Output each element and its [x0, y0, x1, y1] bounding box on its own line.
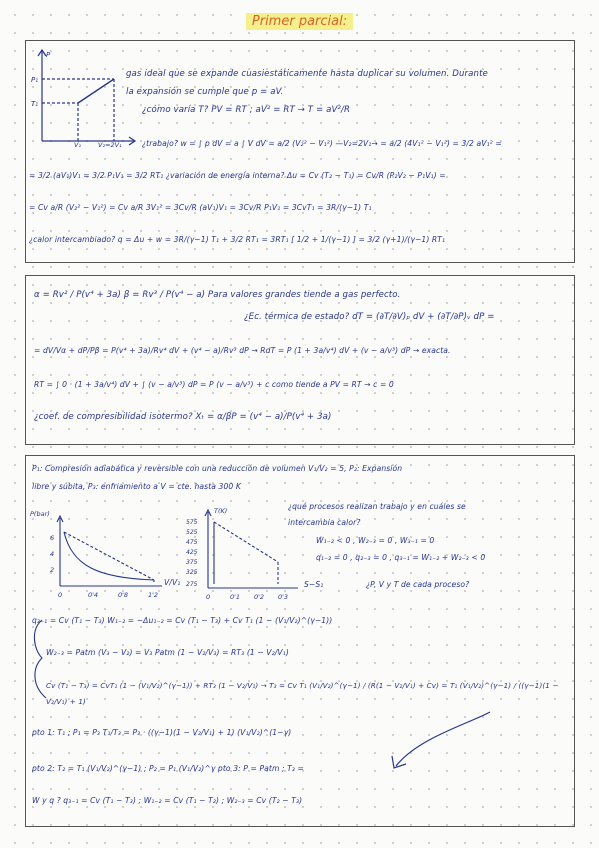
c2-xtick-0: 0 [206, 593, 211, 601]
pv-diagram [30, 47, 138, 147]
pv-label-p1: P₁ [31, 76, 39, 84]
c1-xtick-2: 0'8 [118, 591, 129, 599]
p2-line-3: = dV/Vα + dP/Pβ = P(v⁴ + 3a)/Rv⁴ dV + (v⁴ − a)/Rv³ dP → RdT = P (1 + 3a/v⁴) dV + (v − a/v³) dP → exacta. [34, 346, 451, 355]
p1-line-6: = Cv a/R (V₂² − V₁²) = Cv a/R 3V₁² = 3Cv/R (aV₁)V₁ = 3Cv/R P₁V₁ = 3CvT₁ = 3R/(γ−1) T₁ [29, 203, 372, 212]
p3-intro-2: libre y súbita, P₃: enfriamiento a V = cte. hasta 300 K [32, 482, 241, 491]
p1-line-1: gas ideal que se expande cuasiestáticamente hasta duplicar su volumen. Durante [126, 69, 488, 79]
p3-eq-4: pto 1: T₁ ; P₁ = P₃ T₁/T₃ = P₃ · ((γ−1)(1 − V₂/V₁) + 1) (V₁/V₂)^(1−γ) [32, 728, 292, 737]
title-highlight: Primer parcial: [246, 13, 353, 30]
c1-ytick-6: 6 [50, 534, 55, 542]
c1-xtick-1: 0'4 [88, 591, 99, 599]
c2-ytick-275: 275 [186, 581, 198, 588]
pv-label-y: P [46, 51, 51, 59]
c2-ytick-425: 425 [186, 549, 198, 556]
problem-2-panel [25, 275, 575, 445]
c2-ytick-525: 525 [186, 529, 198, 536]
p1-line-7: ¿calor intercambiado? q = Δu + w = 3R/(γ−1) T₁ + 3/2 RT₁ = 3RT₁ [ 1/2 + 1/(γ−1) ] = 3/2 (γ+1)/(γ−1) RT₁ [29, 235, 446, 244]
pv-process-line [78, 79, 114, 103]
brace-arrow [28, 606, 68, 716]
p2-line-5: ¿coef. de compresibilidad isotermo? Xₜ = α/βP = (v⁴ − a)/P(v⁴ + 3a) [34, 412, 332, 422]
p1-line-2: la expansión se cumple que p = aV. [126, 87, 284, 97]
c2-ytick-575: 575 [186, 519, 198, 526]
pv-process-chart [28, 504, 168, 604]
p2-line-2: ¿Ec. térmica de estado? dT = (∂T/∂V)ₚ dV + (∂T/∂P)ᵥ dP = [244, 312, 495, 322]
c1-xtick-0: 0 [58, 591, 63, 599]
c2-ytick-325: 325 [186, 569, 198, 576]
c2-xtick-3: 0'3 [278, 593, 289, 601]
p1-line-4: ¿trabajo? w = ∫ p dV = a ∫ V dV = a/2 (V₂² − V₁²) —V₂=2V₁→ = a/2 (4V₁² − V₁²) = 3/2 aV₁² = [142, 139, 502, 148]
c2-xlabel-text: S−S₁ [304, 580, 324, 589]
c2-free-exp [214, 522, 278, 562]
p1-line-5: = 3/2 (aV₁)V₁ = 3/2 P₁V₁ = 3/2 RT₁ ¿variación de energía interna? Δu = Cv (T₂ − T₁) = Cv/R (P₂V₂ − P₁V₁) = [29, 171, 446, 180]
curved-arrow [378, 708, 498, 778]
p3-eq-6: W y q ? q₃₋₁ = Cv (T₁ − T₃) ; W₁₋₂ = Cv (T₁ − T₂) ; W₂₋₃ = Cv (T₂ − T₃) [32, 796, 303, 805]
p3-eq-3: Cv (T₁ − T₃) = CvT₁ (1 − (V₁/V₂)^(γ−1)) + RT₃ (1 − V₂/V₁) → T₃ = Cv T₁ (V₁/V₂)^(γ−1) / (R(1 − V₂/V₁) + Cv) = T₁ (V₁/V₂)^(γ−1) / ((γ−1)(1 − V₂/V₁) + 1) [46, 681, 559, 706]
c1-ytick-4: 4 [50, 550, 55, 558]
c1-xtick-3: 1'2 [148, 591, 159, 599]
c1-free-expansion [64, 532, 154, 580]
p3-side-1: ¿qué procesos realizan trabajo y en cuáles se [288, 502, 466, 511]
p2-line-4: RT = ∫ 0 · (1 + 3a/v⁴) dV + ∫ (v − a/v³) dP = P (v − a/v³) + c como tiende a PV = RT → c = 0 [34, 380, 394, 389]
p3-eq-5: pto 2: T₂ = T₁ (V₁/V₂)^(γ−1) ; P₂ = P₁ (V₁/V₂)^γ pto 3: P = Patm ; T₃ = [32, 764, 305, 773]
c2-ylabel: T(K) [214, 507, 228, 515]
p3-side-5: ¿P, V y T de cada proceso? [366, 580, 470, 589]
p1-line-3: ¿cómo varía T? PV = RT ; aV² = RT → T = aV²/R [142, 105, 351, 115]
c1-ytick-2: 2 [50, 566, 55, 574]
pv-label-t1: T₁ [31, 100, 39, 108]
c1-xlabel-text: V/V₁ [164, 578, 181, 587]
c2-ytick-375: 375 [186, 559, 198, 566]
pv-label-v2: V₂=2V₁ [98, 141, 122, 147]
problem-3-panel [25, 455, 575, 827]
pv-label-v1: V₁ [74, 141, 82, 147]
p3-eq-2: W₂₋₃ = Patm (V₃ − V₂) = V₃ Patm (1 − V₂/V₃) = RT₃ (1 − V₂/V₁) [46, 648, 289, 657]
c1-ylabel: P(bar) [30, 510, 50, 518]
p3-side-3: W₁₋₂ < 0 , W₂₋₃ = 0 , W₃₋₁ = 0 [316, 536, 435, 545]
p3-intro-1: P₁: Compresión adiabática y reversible con una reducción de volumen V₁/V₂ = 5, P₂: Expansión [32, 464, 403, 473]
p2-line-1: α = Rv² / P(v⁴ + 3a) β = Rv³ / P(v⁴ − a) Para valores grandes tiende a gas perfecto. [34, 290, 401, 300]
c2-ytick-475: 475 [186, 539, 198, 546]
c2-xtick-2: 0'2 [254, 593, 265, 601]
problem-1-panel [25, 40, 575, 263]
p3-eq-1: q₃₋₁ = Cv (T₁ − T₃) W₁₋₂ = −Δu₁₋₂ = Cv (T₁ − T₃) + Cv T₁ (1 − (V₁/V₂)^(γ−1)) [32, 616, 333, 625]
p3-side-2: intercambia calor? [288, 518, 361, 527]
p3-side-4: q₁₋₂ = 0 , q₂₋₃ = 0 , q₃₋₁ = W₁₋₂ + W₂₋₃ < 0 [316, 553, 486, 562]
page-title [0, 14, 599, 29]
c2-xtick-1: 0'1 [230, 593, 241, 601]
